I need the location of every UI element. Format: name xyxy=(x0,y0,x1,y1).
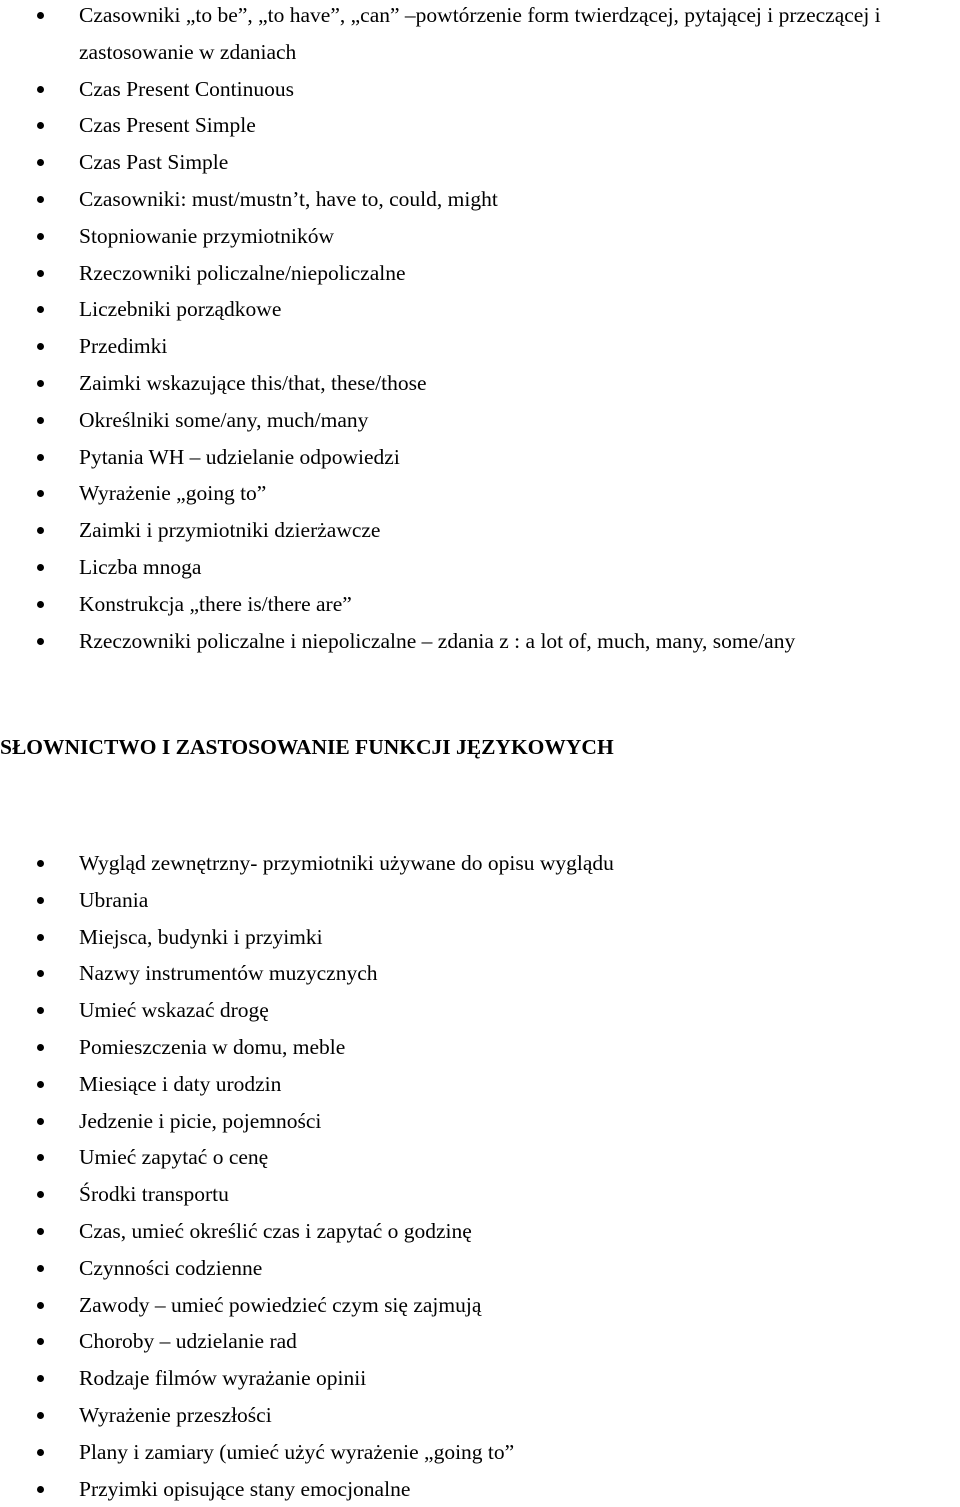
list-item-text: Nazwy instrumentów muzycznych xyxy=(79,961,378,986)
list-item-text: Liczebniki porządkowe xyxy=(79,297,282,322)
list-item xyxy=(0,328,960,365)
bullet-icon xyxy=(37,122,44,129)
list-item xyxy=(0,402,960,439)
bullet-icon xyxy=(37,1375,44,1382)
list-item-text: Wygląd zewnętrzny- przymiotniki używane do opisu wyglądu xyxy=(79,851,614,875)
section-heading: SŁOWNICTWO I ZASTOSOWANIE FUNKCJI JĘZYKOWYCH xyxy=(0,735,614,759)
bullet-icon xyxy=(37,1412,44,1419)
list-item-text: Zaimki wskazujące this/that, these/those xyxy=(79,370,427,395)
bullet-icon xyxy=(37,1449,44,1456)
bullet-icon xyxy=(37,1338,44,1345)
grammar-list xyxy=(0,0,960,659)
list-item xyxy=(0,882,960,919)
list-item-text: Czas, umieć określić czas i zapytać o godzinę xyxy=(79,1218,472,1243)
list-item-text: Plany i zamiary (umieć użyć wyrażenie „going to” xyxy=(79,1439,515,1464)
list-item xyxy=(0,845,960,882)
list-item-text: Rzeczowniki policzalne/niepoliczalne xyxy=(79,260,406,285)
bullet-icon xyxy=(37,934,44,941)
list-item-text: Zawody – umieć powiedzieć czym się zajmują xyxy=(79,1292,482,1317)
bullet-icon xyxy=(37,306,44,313)
list-item-text: Pomieszczenia w domu, meble xyxy=(79,1034,346,1059)
bullet-icon xyxy=(37,897,44,904)
bullet-icon xyxy=(37,638,44,645)
list-item-text: Jedzenie i picie, pojemności xyxy=(79,1108,322,1133)
list-item-text: Przyimki opisujące stany emocjonalne xyxy=(79,1476,411,1501)
bullet-icon xyxy=(37,86,44,93)
list-item xyxy=(0,623,960,660)
list-item xyxy=(0,919,960,956)
list-item xyxy=(0,1176,960,1213)
list-item xyxy=(0,1360,960,1397)
list-item xyxy=(0,1250,960,1287)
list-item xyxy=(0,1287,960,1324)
bullet-icon xyxy=(37,1486,44,1493)
list-item-text: Czas Past Simple xyxy=(79,150,229,175)
list-item xyxy=(0,1103,960,1140)
list-item-text: Środki transportu xyxy=(79,1182,229,1207)
list-item-text: Miesiące i daty urodzin xyxy=(79,1071,282,1096)
list-item xyxy=(0,1397,960,1434)
list-item-text: Umieć zapytać o cenę xyxy=(79,1145,269,1170)
bullet-icon xyxy=(37,196,44,203)
list-item xyxy=(0,1434,960,1471)
bullet-icon xyxy=(37,1154,44,1161)
list-item xyxy=(0,291,960,328)
bullet-icon xyxy=(37,233,44,240)
bullet-icon xyxy=(37,1118,44,1125)
bullet-icon xyxy=(37,12,44,19)
bullet-icon xyxy=(37,159,44,166)
bullet-icon xyxy=(37,417,44,424)
list-item-text: Rodzaje filmów wyrażanie opinii xyxy=(79,1366,367,1391)
bullet-icon xyxy=(37,270,44,277)
list-item-text: Choroby – udzielanie rad xyxy=(79,1329,297,1354)
list-item xyxy=(0,218,960,255)
list-item-text: Konstrukcja „there is/there are” xyxy=(79,591,352,616)
list-item xyxy=(0,365,960,402)
list-item-text: Wyrażenie „going to” xyxy=(79,481,267,506)
list-item-text: Wyrażenie przeszłości xyxy=(79,1402,272,1427)
list-item xyxy=(0,586,960,623)
bullet-icon xyxy=(37,1007,44,1014)
list-item-text: Czasowniki „to be”, „to have”, „can” –powtórzenie form twierdzącej, pytającej i przeczącej i zastosowanie w zdaniach xyxy=(79,3,881,64)
bullet-icon xyxy=(37,970,44,977)
bullet-icon xyxy=(37,1081,44,1088)
list-item xyxy=(0,1471,960,1507)
list-item xyxy=(0,549,960,586)
list-item-text: Zaimki i przymiotniki dzierżawcze xyxy=(79,518,381,543)
list-item xyxy=(0,475,960,512)
bullet-icon xyxy=(37,1228,44,1235)
bullet-icon xyxy=(37,380,44,387)
list-item xyxy=(0,181,960,218)
bullet-icon xyxy=(37,564,44,571)
list-item xyxy=(0,955,960,992)
bullet-icon xyxy=(37,490,44,497)
bullet-icon xyxy=(37,343,44,350)
bullet-icon xyxy=(37,1191,44,1198)
list-item-text: Ubrania xyxy=(79,887,149,912)
list-item xyxy=(0,1323,960,1360)
bullet-icon xyxy=(37,527,44,534)
bullet-icon xyxy=(37,860,44,867)
list-item-text: Pytania WH – udzielanie odpowiedzi xyxy=(79,444,400,469)
list-item xyxy=(0,1213,960,1250)
bullet-icon xyxy=(37,1044,44,1051)
bullet-icon xyxy=(37,1265,44,1272)
list-item-text: Liczba mnoga xyxy=(79,554,202,579)
list-item xyxy=(0,1066,960,1103)
list-item-text: Czasowniki: must/mustn’t, have to, could, might xyxy=(79,186,498,211)
list-item-text: Stopniowanie przymiotników xyxy=(79,223,334,248)
list-item xyxy=(0,1139,960,1176)
list-item xyxy=(0,107,960,144)
list-item-text: Rzeczowniki policzalne i niepoliczalne – zdania z : a lot of, much, many, some/any xyxy=(79,628,796,653)
list-item xyxy=(0,71,960,108)
list-item-text: Miejsca, budynki i przyimki xyxy=(79,924,323,949)
list-item xyxy=(0,144,960,181)
bullet-icon xyxy=(37,454,44,461)
list-item xyxy=(0,439,960,476)
list-item-text: Czas Present Continuous xyxy=(79,76,294,101)
list-item xyxy=(0,1029,960,1066)
list-item xyxy=(0,992,960,1029)
list-item-text: Określniki some/any, much/many xyxy=(79,407,369,432)
list-item-text: Umieć wskazać drogę xyxy=(79,998,269,1023)
list-item xyxy=(0,255,960,292)
bullet-icon xyxy=(37,601,44,608)
list-item-text: Czas Present Simple xyxy=(79,113,256,138)
list-item-text: Czynności codzienne xyxy=(79,1255,263,1280)
list-item xyxy=(0,0,960,71)
list-item xyxy=(0,512,960,549)
vocabulary-list xyxy=(0,845,960,1507)
list-item-text: Przedimki xyxy=(79,334,168,359)
bullet-icon xyxy=(37,1302,44,1309)
